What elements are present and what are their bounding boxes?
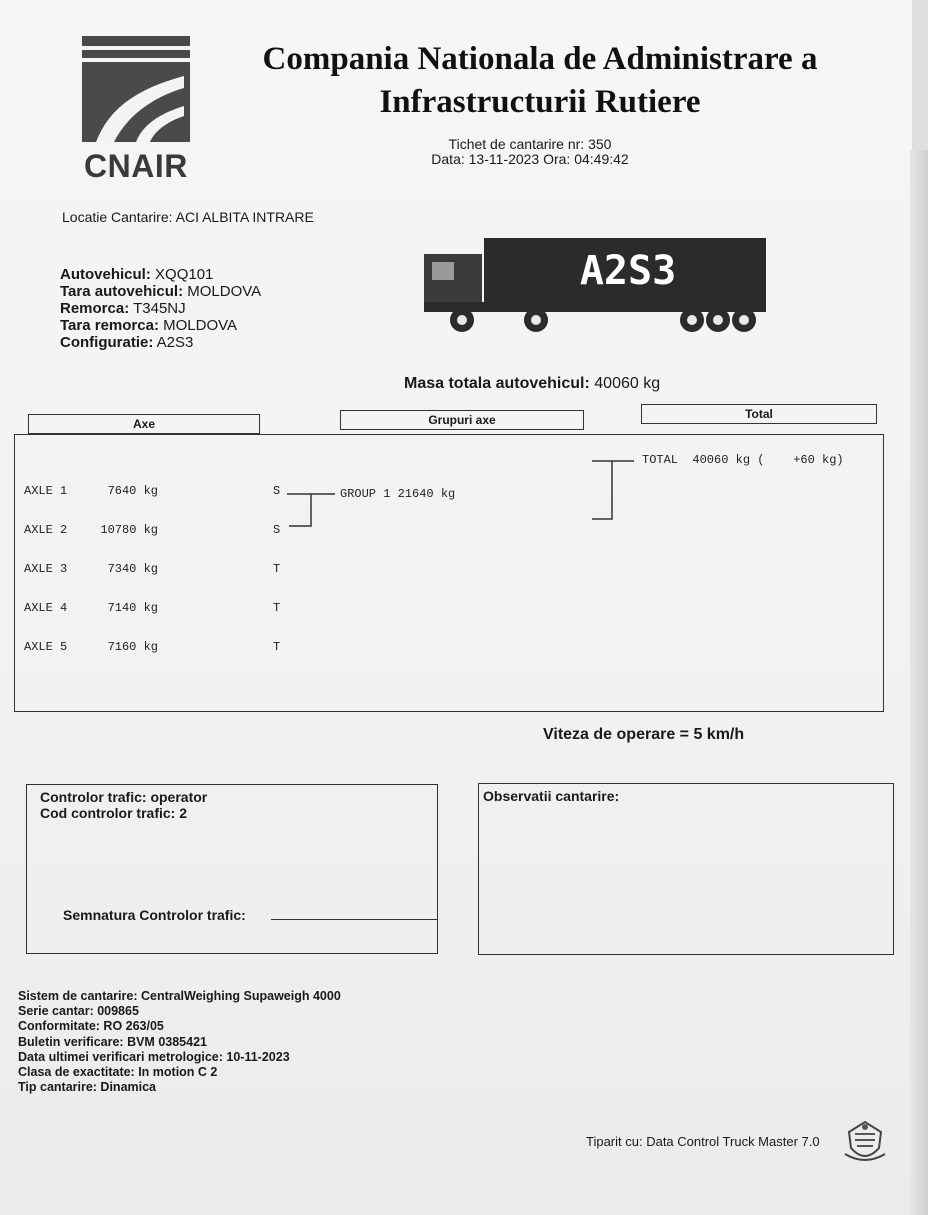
footer-line: Data ultimei verificari metrologice: 10-11-2023	[18, 1049, 290, 1064]
axle-list	[24, 459, 158, 667]
total-bracket	[590, 455, 640, 530]
column-header-total: Total	[641, 404, 877, 424]
controller-code: Cod controlor trafic: 2	[40, 805, 188, 821]
truck-config-label: A2S3	[579, 248, 677, 294]
truck-icon	[420, 236, 770, 336]
observations-box	[478, 783, 894, 955]
cnair-logo	[80, 36, 192, 186]
title-line-2: Infrastructurii Rutiere	[379, 84, 701, 120]
footer-line: Conformitate: RO 263/05	[18, 1019, 164, 1034]
vehicle-row: Tara autovehicul: MOLDOVA	[60, 283, 262, 300]
title-line-1: Compania Nationala de Administrare a	[262, 41, 818, 77]
group-value: GROUP 1 21640 kg	[340, 487, 456, 501]
signature-label: Semnatura Controlor trafic:	[63, 907, 246, 923]
axle-type: T	[273, 640, 281, 654]
ticket-info	[380, 137, 680, 167]
axle-row: AXLE 5 7160 kg	[24, 640, 158, 654]
ticket-date: Data: 13-11-2023 Ora: 04:49:42	[431, 151, 629, 167]
signature-line	[271, 919, 437, 920]
vehicle-row: Remorca: T345NJ	[60, 300, 186, 317]
total-value: TOTAL 40060 kg ( +60 kg)	[642, 453, 844, 467]
vehicle-row: Configuratie: A2S3	[60, 334, 194, 351]
footer-line: Tip cantarire: Dinamica	[18, 1080, 157, 1095]
logo-text: CNAIR	[84, 148, 188, 184]
operating-speed: Viteza de operare = 5 km/h	[543, 726, 745, 743]
printed-with: Tiparit cu: Data Control Truck Master 7.0	[586, 1134, 820, 1149]
page-title	[200, 38, 880, 124]
axle-row: AXLE 2 10780 kg	[24, 523, 158, 537]
crest-icon	[843, 1118, 887, 1166]
vehicle-row: Tara remorca: MOLDOVA	[60, 317, 238, 334]
vehicle-row: Autovehicul: XQQ101	[60, 266, 214, 283]
axle-type: T	[273, 601, 281, 615]
axle-row: AXLE 1 7640 kg	[24, 484, 158, 498]
system-info	[18, 989, 341, 1095]
axle-row: AXLE 3 7340 kg	[24, 562, 158, 576]
column-header-axe: Axe	[28, 414, 260, 434]
axle-type: S	[273, 484, 281, 498]
cnair-logo-mark	[80, 36, 192, 146]
ticket-number: Tichet de cantarire nr: 350	[448, 136, 612, 152]
axle-type: T	[273, 562, 281, 576]
controller-name: Controlor trafic: operator	[40, 789, 208, 805]
controller-box	[26, 784, 438, 954]
footer-line: Clasa de exactitate: In motion C 2	[18, 1065, 218, 1080]
weighing-location: Locatie Cantarire: ACI ALBITA INTRARE	[62, 209, 314, 225]
axle-row: AXLE 4 7140 kg	[24, 601, 158, 615]
footer-line: Serie cantar: 009865	[18, 1004, 139, 1019]
total-mass: Masa totala autovehicul: 40060 kg	[404, 375, 661, 392]
footer-line: Sistem de cantarire: CentralWeighing Supaweigh 4000	[18, 989, 341, 1003]
observations-label: Observatii cantarire:	[483, 788, 620, 804]
group-bracket	[285, 486, 345, 536]
footer-line: Buletin verificare: BVM 0385421	[18, 1034, 207, 1049]
axle-type: S	[273, 523, 281, 537]
vehicle-info	[60, 266, 261, 351]
column-header-grupuri: Grupuri axe	[340, 410, 584, 430]
paper-edge	[910, 150, 928, 1215]
